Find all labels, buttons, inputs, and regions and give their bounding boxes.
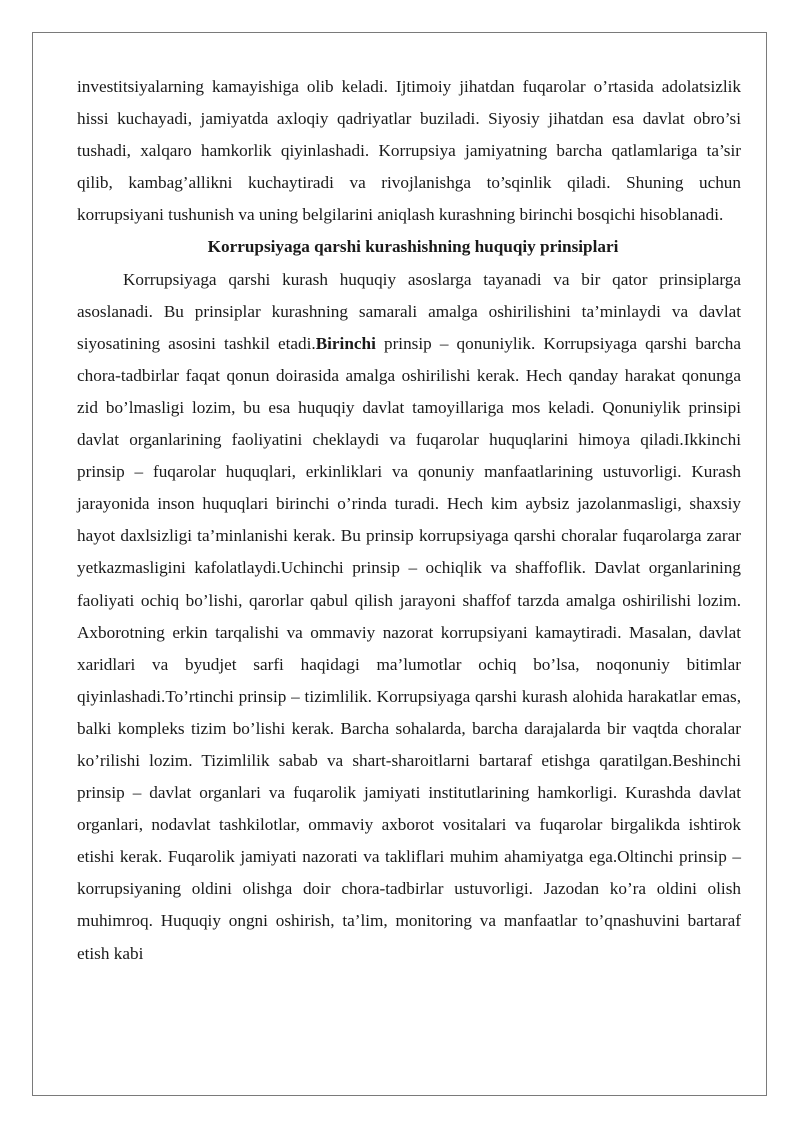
main-paragraph (77, 264, 741, 970)
section-heading: Korrupsiyaga qarshi kurashishning huquqiy prinsiplari (207, 237, 619, 257)
main-paragraph-lead: Korrupsiyaga qarshi kurash huquqiy asoslarga tayanadi va bir qator prinsiplarga asoslanadi. Bu prinsiplar kurashning samarali amalga oshirilishini ta’minlaydi va davlat siyosatining asosini tashkil etadi. (77, 269, 741, 353)
document-body (77, 71, 741, 970)
main-paragraph-bold-word: Birinchi (315, 333, 376, 353)
main-paragraph-rest: prinsip – qonuniylik. Korrupsiyaga qarshi barcha chora-tadbirlar faqat qonun doirasida amalga oshirilishi kerak. Hech qanday harakat qonunga zid bo’lmasligi lozim, bu esa huquqiy davlat tamoyillariga mos keladi. Qonuniylik prinsipi davlat organlarining faoliyatini cheklaydi va fuqarolar huquqlarini himoya qiladi.Ikkinchi prinsip – fuqarolar huquqlari, erkinliklari va qonuniy manfaatlarining ustuvorligi. Kurash jarayonida inson huquqlari birinchi o’rinda turadi. Hech kim aybsiz jazolanmasligi, shaxsiy hayot daxlsizligi ta’minlanishi kerak. Bu prinsip korrupsiyaga qarshi choralar fuqarolarga zarar yetkazmasligini kafolatlaydi.Uchinchi prinsip – ochiqlik va shaffoflik. Davlat organlarining faoliyati ochiq bo’lishi, qarorlar qabul qilish jarayoni shaffof tarzda amalga oshirilishi lozim. Axborotning erkin tarqalishi va ommaviy nazorat korrupsiyani kamaytiradi. Masalan, davlat xaridlari va byudjet sarfi haqidagi ma’lumotlar ochiq bo’lsa, noqonuniy bitimlar qiyinlashadi.To’rtinchi prinsip – tizimlilik. Korrupsiyaga qarshi kurash alohida harakatlar emas, balki kompleks tizim bo’lishi kerak. Barcha sohalarda, barcha darajalarda bir vaqtda choralar ko’rilishi lozim. Tizimlilik sabab va shart-sharoitlarni bartaraf etishga qaratilgan.Beshinchi prinsip – davlat organlari va fuqarolik jamiyati institutlarining hamkorligi. Kurashda davlat organlari, nodavlat tashkilotlar, ommaviy axborot vositalari va fuqarolar birgalikda ishtirok etishi kerak. Fuqarolik jamiyati nazorati va takliflari muhim ahamiyatga ega.Oltinchi prinsip – korrupsiyaning oldini olishga doir chora-tadbirlar ustuvorligi. Jazodan ko’ra oldini olish muhimroq. Huquqiy ongni oshirish, ta’lim, monitoring va manfaatlar to’qnashuvini bartaraf etish kabi (77, 333, 741, 963)
intro-paragraph: investitsiyalarning kamayishiga olib keladi. Ijtimoiy jihatdan fuqarolar o’rtasida adolatsizlik hissi kuchayadi, jamiyatda axloqiy qadriyatlar buziladi. Siyosiy jihatdan esa davlat obro’si tushadi, xalqaro hamkorlik qiyinlashadi. Korrupsiya jamiyatning barcha qatlamlariga ta’sir qilib, kambag’allikni kuchaytiradi va rivojlanishga to’sqinlik qiladi. Shuning uchun korrupsiyani tushunish va uning belgilarini aniqlash kurashning birinchi bosqichi hisoblanadi. (77, 77, 741, 225)
